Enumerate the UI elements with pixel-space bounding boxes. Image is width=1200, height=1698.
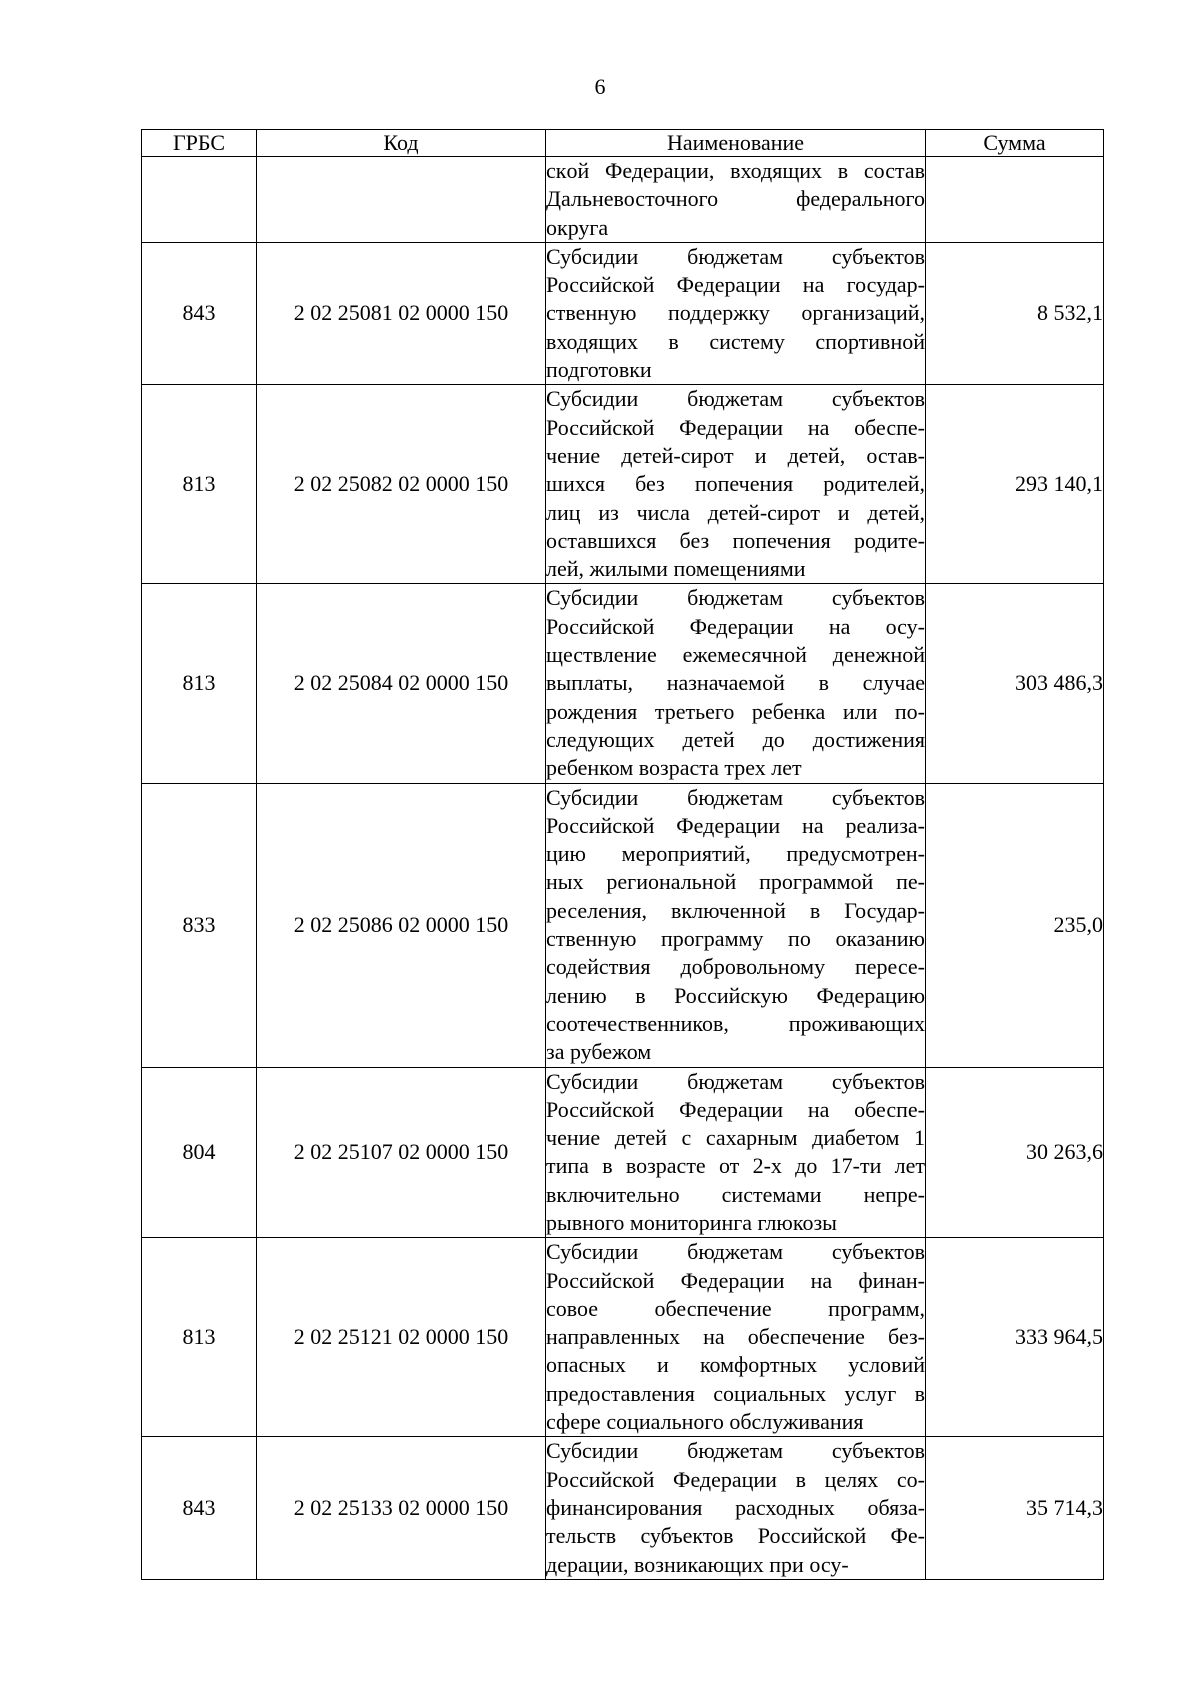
name-line: входящих в систему спортивной [546, 328, 925, 354]
name-line: рождения третьего ребенка или по- [546, 698, 925, 724]
name-line: Субсидии бюджетам субъектов [546, 243, 925, 269]
sum-cell [926, 157, 1104, 243]
budget-table [141, 129, 1104, 1580]
name-line: лиц из числа детей-сирот и детей, [546, 499, 925, 525]
name-line: дерации, возникающих при осу- [546, 1551, 849, 1577]
name-line: Субсидии бюджетам субъектов [546, 1438, 925, 1464]
name-line: ществление ежемесячной денежной [546, 642, 925, 668]
code-cell: 2 02 25084 02 0000 150 [257, 584, 546, 783]
name-line: оставшихся без попечения родите- [546, 527, 925, 553]
header-sum: Сумма [926, 130, 1104, 157]
name-line: опасных и комфортных условий [546, 1352, 925, 1378]
grbs-cell: 833 [142, 783, 257, 1067]
name-cell [546, 1238, 926, 1437]
page-number: 6 [594, 74, 606, 99]
sum-cell: 333 964,5 [926, 1238, 1104, 1437]
name-line: соотечественников, проживающих [546, 1010, 925, 1036]
table-row [142, 584, 1104, 783]
name-line: выплаты, назначаемой в случае [546, 670, 925, 696]
sum-cell: 30 263,6 [926, 1067, 1104, 1238]
header-name: Наименование [546, 130, 926, 157]
grbs-cell: 813 [142, 385, 257, 584]
name-line: содействия добровольному пересе- [546, 954, 925, 980]
grbs-cell: 804 [142, 1067, 257, 1238]
table-header-row [142, 130, 1104, 157]
name-cell [546, 1437, 926, 1579]
grbs-cell: 843 [142, 1437, 257, 1579]
name-line: подготовки [546, 357, 652, 383]
name-line: Российской Федерации на обеспе- [546, 414, 925, 440]
name-line: Субсидии бюджетам субъектов [546, 386, 925, 412]
code-cell: 2 02 25082 02 0000 150 [257, 385, 546, 584]
code-cell: 2 02 25107 02 0000 150 [257, 1067, 546, 1238]
table-row [142, 1238, 1104, 1437]
name-line: Российской Федерации на финан- [546, 1267, 925, 1293]
table-row [142, 1437, 1104, 1579]
grbs-cell: 813 [142, 584, 257, 783]
sum-cell: 303 486,3 [926, 584, 1104, 783]
name-line: Российской Федерации на государ- [546, 272, 925, 298]
name-line: Дальневосточного федерального [546, 186, 925, 212]
name-line: лей, жилыми помещениями [546, 556, 806, 582]
name-line: направленных на обеспечение без- [546, 1324, 925, 1350]
name-line: ственную поддержку организаций, [546, 300, 925, 326]
name-line: Российской Федерации на обеспе- [546, 1096, 925, 1122]
name-line: Российской Федерации на реализа- [546, 812, 925, 838]
name-cell [546, 157, 926, 243]
name-line: ребенком возраста трех лет [546, 755, 802, 781]
name-line: Субсидии бюджетам субъектов [546, 1239, 925, 1265]
name-cell [546, 1067, 926, 1238]
sum-cell: 8 532,1 [926, 242, 1104, 384]
name-line: округа [546, 214, 609, 240]
name-line: следующих детей до достижения [546, 726, 925, 752]
name-line: включительно системами непре- [546, 1181, 925, 1207]
name-line: цию мероприятий, предусмотрен- [546, 841, 925, 867]
name-line: скoй Федерации, входящих в состав [546, 158, 925, 183]
name-line: ных региональной программой пе- [546, 869, 925, 895]
name-line: типа в возрасте от 2-х до 17-ти лет [546, 1153, 925, 1179]
grbs-cell [142, 157, 257, 243]
name-line: Субсидии бюджетам субъектов [546, 585, 925, 611]
code-cell: 2 02 25086 02 0000 150 [257, 783, 546, 1067]
table-row [142, 783, 1104, 1067]
header-grbs: ГРБС [142, 130, 257, 157]
name-line: тельств субъектов Российской Фе- [546, 1523, 925, 1549]
name-line: совое обеспечение программ, [546, 1295, 925, 1321]
table-row [142, 385, 1104, 584]
name-cell [546, 783, 926, 1067]
header-code: Код [257, 130, 546, 157]
table-row [142, 242, 1104, 384]
name-line: Субсидии бюджетам субъектов [546, 784, 925, 810]
table-row [142, 157, 1104, 243]
name-line: финансирования расходных обяза- [546, 1494, 925, 1520]
name-line: чение детей-сирот и детей, остав- [546, 442, 925, 468]
name-line: за рубежом [546, 1039, 652, 1065]
name-line: Российской Федерации на осу- [546, 613, 925, 639]
name-line: ственную программу по оказанию [546, 926, 925, 952]
name-line: Российской Федерации в целях со- [546, 1466, 925, 1492]
grbs-cell: 843 [142, 242, 257, 384]
name-line: реселения, включенной в Государ- [546, 897, 925, 923]
name-line: предоставления социальных услуг в [546, 1380, 925, 1406]
name-line: чение детей с сахарным диабетом 1 [546, 1125, 925, 1151]
sum-cell: 293 140,1 [926, 385, 1104, 584]
name-cell [546, 242, 926, 384]
name-cell [546, 584, 926, 783]
name-line: Субсидии бюджетам субъектов [546, 1068, 925, 1094]
sum-cell: 35 714,3 [926, 1437, 1104, 1579]
table-row [142, 1067, 1104, 1238]
name-cell [546, 385, 926, 584]
code-cell [257, 157, 546, 243]
name-line: сфере социального обслуживания [546, 1409, 864, 1435]
name-line: шихся без попечения родителей, [546, 471, 925, 497]
code-cell: 2 02 25133 02 0000 150 [257, 1437, 546, 1579]
name-line: лению в Российскую Федерацию [546, 982, 925, 1008]
name-line: рывного мониторинга глюкозы [546, 1209, 837, 1235]
sum-cell: 235,0 [926, 783, 1104, 1067]
code-cell: 2 02 25081 02 0000 150 [257, 242, 546, 384]
grbs-cell: 813 [142, 1238, 257, 1437]
code-cell: 2 02 25121 02 0000 150 [257, 1238, 546, 1437]
